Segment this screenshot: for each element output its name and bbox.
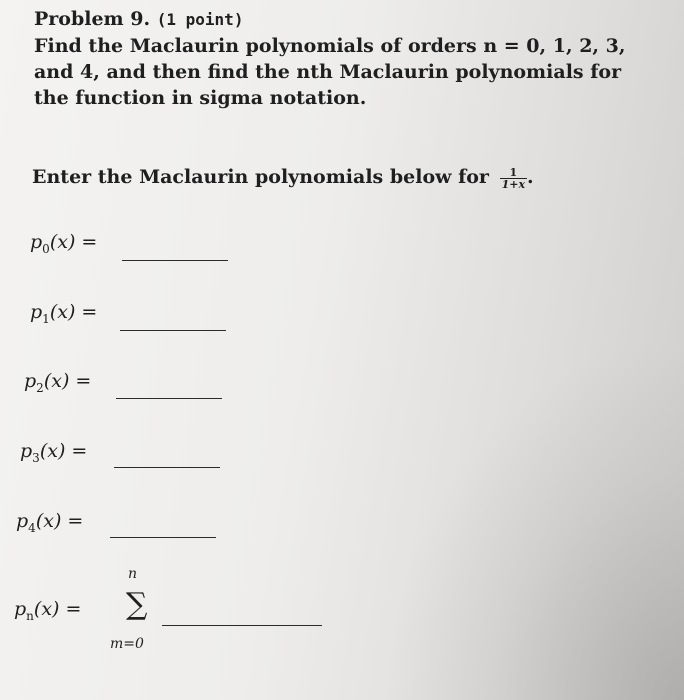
problem-heading: [34, 6, 654, 33]
polynomial-label: $p_4(x)$ =: [16, 510, 84, 535]
answer-blank-pn[interactable]: [162, 625, 322, 626]
problem-points: (1 point): [156, 10, 244, 29]
instruction-period: .: [527, 166, 534, 188]
polynomial-row-p1: [30, 301, 97, 326]
polynomial-row-p2: [24, 370, 91, 395]
polynomial-label: $p_0(x)$ =: [30, 231, 98, 256]
polynomial-label: $p_2(x)$ =: [24, 370, 92, 395]
polynomial-row-pn: [14, 598, 81, 623]
polynomial-row-p0: [30, 231, 97, 256]
polynomial-label: $p_1(x)$ =: [30, 301, 98, 326]
answer-blank-p1[interactable]: [120, 330, 226, 331]
fraction: [500, 167, 527, 190]
fraction-denominator: 1+x: [501, 177, 526, 191]
sigma-symbol: ∑: [126, 587, 148, 622]
polynomial-row-p3: [20, 440, 87, 465]
answer-blank-p0[interactable]: [122, 260, 228, 261]
answer-blank-p2[interactable]: [116, 398, 222, 399]
photo-shadow: [384, 340, 684, 700]
polynomial-row-p4: [16, 510, 83, 535]
polynomial-label: $p_n(x)$ =: [14, 598, 82, 623]
instruction-line: [32, 166, 534, 190]
problem-title: Problem 9.: [34, 8, 151, 30]
polynomial-label: $p_3(x)$ =: [20, 440, 88, 465]
problem-block: [34, 6, 654, 111]
sigma-upper-limit: n: [128, 566, 138, 582]
fraction-numerator: 1: [500, 167, 527, 179]
sigma-lower-limit: m=0: [110, 636, 144, 652]
instruction-text: Enter the Maclaurin polynomials below for: [32, 166, 489, 188]
problem-statement: Find the Maclaurin polynomials of orders n = 0, 1, 2, 3, and 4, and then find the nth Maclaurin polynomials for the function in sigma notation.: [34, 35, 626, 109]
answer-blank-p3[interactable]: [114, 467, 220, 468]
answer-blank-p4[interactable]: [110, 537, 216, 538]
